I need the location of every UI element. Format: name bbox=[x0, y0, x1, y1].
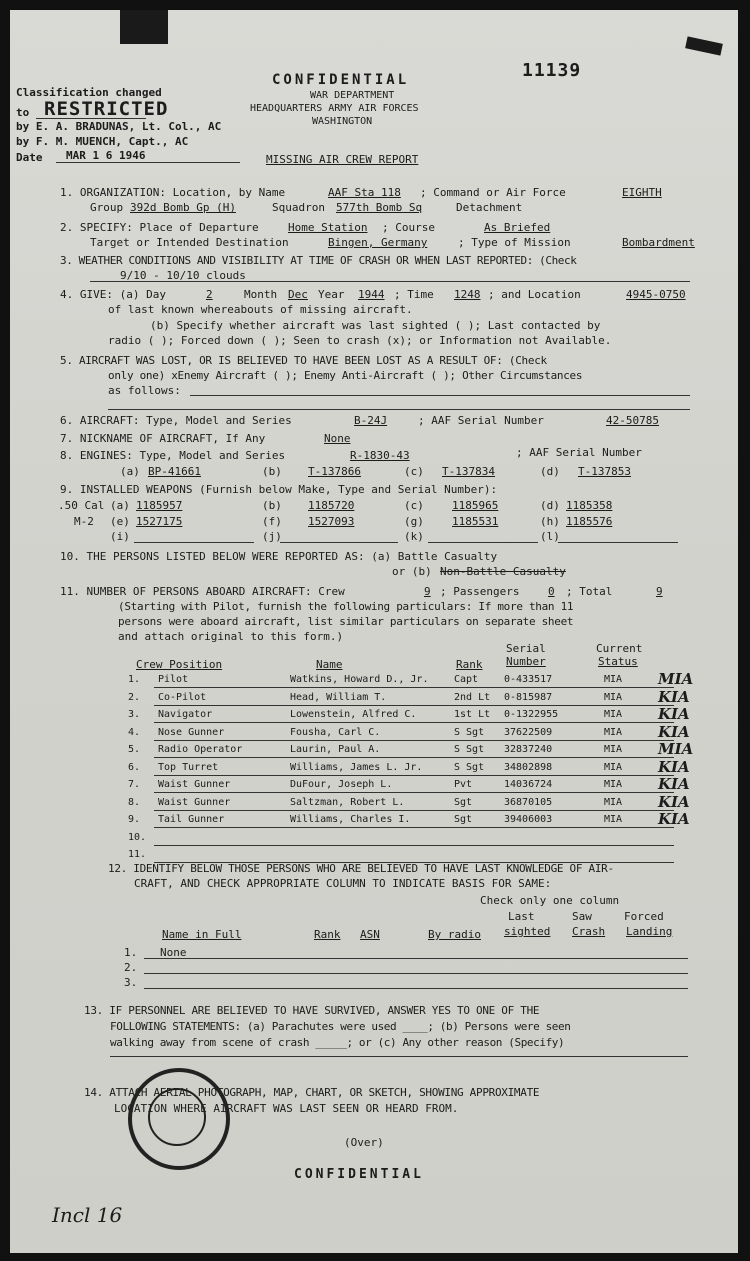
classification-changed: Classification changed bbox=[16, 86, 162, 99]
crew-position: Pilot bbox=[158, 674, 189, 685]
crew-rank-header: Rank bbox=[456, 658, 483, 671]
group: 392d Bomb Gp (H) bbox=[130, 201, 236, 214]
document-page: 11139 Classification changed to RESTRICTED by E. A. BRADUNAS, Lt. Col., AC by F. M. MUENCH, Capt., AC Date MAR 1 6 1946 CONFIDENTIAL WAR DEPARTMENT HEADQUARTERS ARMY AIR FORCES WASHINGTON MISSING AIR CREW REPORT 1. ORGANIZATION: Location, by Name AAF Sta 118 ; Command or Air Force EIGHTH Group 392d Bomb Gp (H) Squadron 577th Bomb Sq Detachment 2. SPECIFY: Place of Departure Home Station ; Course As Briefed Target or Intended Destination Bingen, Germany ; Type of Mission Bombardment 3. WEATHER CONDITIONS AND VISIBILITY AT TIME OF CRASH OR WHEN LAST REPORTED: (Check 9/10 - 10/10 clouds 4. GIVE: (a) Day 2 Month Dec Year 1944 ; Time 1248 ; and Location 4945-0750 of last known whereabouts of missing aircraft. (b) Specify whether aircraft was last sighted ( ); Last contacted by radio ( ); Forced down ( ); Seen to crash (x); or Information not Available. 5. AIRCRAFT WAS LOST, OR IS BELIEVED TO HAVE BEEN LOST AS A RESULT OF: (Check only one) xEnemy Aircraft ( ); Enemy Anti-Aircraft ( ); Other Circumstances as follows: 6. AIRCRAFT: Type, Model and Series B-24J ; AAF Serial Number 42-50785 7. NICKNAME OF AIRCRAFT, If Any None 8. ENGINES: Type, Model and Series R-1830-43 ; AAF Serial Number (a) BP-41661 (b) T-137866 (c) T-137834 (d) T-137853 9. INSTALLED WEAPONS (Furnish below Make, Type and Serial Number): .50 Cal M-2 (a) 1185957 (b) 1185720 (c) 1185965 (d) 1185358 (e) 1527175 (f) 1527093 (g) 1185531 (h) 1185576 (i) (j) (k) (l) 10. THE PERSONS LISTED BELOW WERE REPORTED AS: (a) Battle Casualty or (b) Non-Battle Casualty 11. NUMBER OF PERSONS ABOARD AIRCRAFT: Crew 9 ; Passengers 0 ; Total 9 (Starting with Pilot, furnish the following particulars: If more than 11 persons were aboard aircraft, list similar particulars on separate sheet and attach original to this form.) Serial Current Crew Position Name Rank Number Status 1. Pilot Watkins, Howard D., Jr. Capt 0-433517 MIA MIA 2. Co-Pilot Head, William T. 2nd Lt 0-815987 MIA KIA 3. Navigator Lowenstein, Alfred C. 1st Lt 0-1322955 MIA KIA 4. Nose Gunner Fousha, Carl C. S Sgt 37622509 MIA KIA 5. Radio Operator Laurin, Paul A. S Sgt 32837240 MIA MIA 6. Top Turret Williams, James L. Jr. S Sgt 34802898 MIA KIA 7. Waist Gunner DuFour, Joseph L. Pvt 14036724 MIA KIA 8. Waist Gunner Saltzman, Robert L. Sgt 36870105 MIA KIA 9. Tail Gunner Williams, Charles I. Sgt 39406003 MIA KIA 10. 11. 12. IDENTIFY BELOW THOSE PERSONS WHO ARE BELIEVED TO HAVE LAST KNOWLEDGE OF AIR- CRAFT, AND CHECK APPROPRIATE COLUMN TO INDICATE BASIS FOR SAME: Check only one column Last Saw Forced Name in Full Rank ASN By radio sighted Crash Landing 1. None 2. 3. 13. IF PERSONNEL ARE BELIEVED TO HAVE SURVIVED, ANSWER YES TO ONE OF THE FOLLOWING STATEMENTS: (a) Parachutes were used ____; (b) Persons were seen walking away from scene of crash _____; or (c) Any other reason (Specify) 14. ATTACH AERIAL PHOTOGRAPH, MAP, CHART, OR SKETCH, SHOWING APPROXIMATE LOCATION WHERE AIRCRAFT WAS LAST SEEN OR HEARD FROM. (Over) CONFIDENTIAL Incl 16 bbox=[10, 10, 738, 1253]
last-knowledge-none: None bbox=[160, 946, 187, 959]
crew-position: Nose Gunner bbox=[158, 726, 225, 738]
crew-row bbox=[108, 670, 708, 690]
crew-row bbox=[108, 740, 708, 760]
crew-position: Waist Gunner bbox=[158, 796, 231, 808]
crew-row bbox=[108, 705, 708, 725]
crew-position: Tail Gunner bbox=[158, 814, 225, 825]
squadron: 577th Bomb Sq bbox=[336, 201, 423, 214]
crew-row-number: 11. bbox=[128, 849, 147, 860]
item-11-label: 11. NUMBER OF PERSONS ABOARD AIRCRAFT: Crew bbox=[60, 585, 345, 598]
crew-row-empty bbox=[108, 832, 708, 848]
crew-status: MIA bbox=[604, 796, 623, 808]
crew-rank: S Sgt bbox=[454, 744, 485, 755]
item-1-label: 1. ORGANIZATION: Location, by Name bbox=[60, 186, 286, 199]
crew-status-handwritten: KIA bbox=[658, 722, 690, 741]
confidential-stamp-top: CONFIDENTIAL bbox=[272, 72, 410, 88]
crew-serial: 39406003 bbox=[504, 814, 553, 825]
crew-status-handwritten: MIA bbox=[658, 670, 694, 688]
item-5-label: 5. AIRCRAFT WAS LOST, OR IS BELIEVED TO HAVE BEEN LOST AS A RESULT OF: (Check bbox=[60, 354, 547, 367]
crew-row-number: 10. bbox=[128, 831, 147, 843]
crew-status-handwritten: KIA bbox=[658, 792, 690, 811]
crew-position: Navigator bbox=[158, 709, 213, 720]
crew-name: Lowenstein, Alfred C. bbox=[290, 709, 417, 720]
crew-serial: 14036724 bbox=[504, 779, 553, 790]
crew-serial: 37622509 bbox=[504, 726, 553, 738]
crew-row bbox=[108, 722, 708, 743]
location-coords: 4945-0750 bbox=[626, 288, 686, 301]
crew-rank: S Sgt bbox=[454, 761, 485, 773]
declassified-seal bbox=[128, 1068, 230, 1170]
crew-status: MIA bbox=[604, 709, 623, 720]
crew-position: Co-Pilot bbox=[158, 691, 207, 703]
crew-rank: Pvt bbox=[454, 779, 473, 790]
classification-by-2: by F. M. MUENCH, Capt., AC bbox=[16, 135, 189, 148]
classification-date-label: Date bbox=[16, 151, 43, 164]
engine-type: R-1830-43 bbox=[350, 449, 410, 462]
crew-rank: S Sgt bbox=[454, 726, 485, 738]
crew-serial: 0-815987 bbox=[504, 691, 553, 703]
crew-name: Fousha, Carl C. bbox=[290, 726, 381, 738]
crew-serial: 0-433517 bbox=[504, 674, 553, 685]
crew-row-number: 8. bbox=[128, 796, 141, 808]
item-9-label: 9. INSTALLED WEAPONS (Furnish below Make, Type and Serial Number): bbox=[60, 483, 498, 496]
crew-status-handwritten: MIA bbox=[658, 740, 694, 758]
station: AAF Sta 118 bbox=[328, 186, 401, 199]
crew-name: Williams, James L. Jr. bbox=[290, 761, 423, 773]
crew-status-handwritten: KIA bbox=[658, 705, 690, 723]
crew-rank: Sgt bbox=[454, 814, 473, 825]
aircraft-serial: 42-50785 bbox=[606, 414, 659, 427]
departure: Home Station bbox=[288, 221, 368, 234]
crew-status: MIA bbox=[604, 761, 623, 773]
crew-position: Waist Gunner bbox=[158, 779, 231, 790]
hq-aaf: HEADQUARTERS ARMY AIR FORCES bbox=[250, 103, 419, 114]
clip-mark bbox=[685, 36, 723, 55]
crew-name: Head, William T. bbox=[290, 691, 387, 703]
crew-name: Laurin, Paul A. bbox=[290, 744, 381, 755]
item-13-label: 13. IF PERSONNEL ARE BELIEVED TO HAVE SURVIVED, ANSWER YES TO ONE OF THE bbox=[84, 1004, 540, 1017]
crew-row bbox=[108, 775, 708, 795]
crew-status: MIA bbox=[604, 814, 623, 825]
command: EIGHTH bbox=[622, 186, 662, 199]
over-label: (Over) bbox=[344, 1136, 384, 1149]
crew-name: DuFour, Joseph L. bbox=[290, 779, 393, 790]
crew-rank: 1st Lt bbox=[454, 709, 491, 720]
crew-status: MIA bbox=[604, 744, 623, 755]
crew-status-handwritten: KIA bbox=[658, 687, 690, 706]
crew-name: Saltzman, Robert L. bbox=[290, 796, 405, 808]
crew-status-handwritten: KIA bbox=[658, 757, 690, 776]
crew-rank: Capt bbox=[454, 674, 479, 685]
nickname: None bbox=[324, 432, 351, 445]
item-10-label: 10. THE PERSONS LISTED BELOW WERE REPORTED AS: (a) Battle Casualty bbox=[60, 550, 498, 563]
washington: WASHINGTON bbox=[312, 116, 373, 127]
crew-status-handwritten: KIA bbox=[658, 810, 690, 828]
mission-type: Bombardment bbox=[622, 236, 695, 249]
crew-serial: 0-1322955 bbox=[504, 709, 559, 720]
item-8-label: 8. ENGINES: Type, Model and Series bbox=[60, 449, 286, 462]
document-number: 11139 bbox=[522, 60, 582, 81]
target: Bingen, Germany bbox=[328, 236, 428, 249]
crew-status-handwritten: KIA bbox=[658, 775, 690, 793]
course: As Briefed bbox=[484, 221, 551, 234]
item-7-label: 7. NICKNAME OF AIRCRAFT, If Any bbox=[60, 432, 266, 445]
crew-status: MIA bbox=[604, 691, 623, 703]
crew-row bbox=[108, 687, 708, 708]
handwritten-incl: Incl 16 bbox=[52, 1203, 123, 1227]
crew-name: Watkins, Howard D., Jr. bbox=[290, 674, 429, 685]
crew-status: MIA bbox=[604, 726, 623, 738]
classification-by-1: by E. A. BRADUNAS, Lt. Col., AC bbox=[16, 120, 222, 133]
item-14-label: 14. ATTACH AERIAL PHOTOGRAPH, MAP, CHART, OR SKETCH, SHOWING APPROXIMATE bbox=[84, 1086, 540, 1099]
crew-rank: Sgt bbox=[454, 796, 473, 808]
crew-row-number: 4. bbox=[128, 726, 141, 738]
crew-row-number: 9. bbox=[128, 814, 141, 825]
aircraft-type: B-24J bbox=[354, 414, 388, 427]
crew-position-header: Crew Position bbox=[136, 658, 223, 671]
weather: 9/10 - 10/10 clouds bbox=[120, 269, 246, 282]
crew-position: Top Turret bbox=[158, 761, 219, 773]
crew-row-number: 5. bbox=[128, 744, 141, 755]
crew-row bbox=[108, 810, 708, 830]
non-battle-casualty: Non-Battle Casualty bbox=[440, 565, 566, 578]
crew-serial: 32837240 bbox=[504, 744, 553, 755]
war-department: WAR DEPARTMENT bbox=[310, 90, 395, 101]
confidential-stamp-bottom: CONFIDENTIAL bbox=[294, 1167, 424, 1182]
crew-row-number: 2. bbox=[128, 691, 141, 703]
crew-serial: 36870105 bbox=[504, 796, 553, 808]
crew-position: Radio Operator bbox=[158, 744, 243, 755]
classification-to-label: to bbox=[16, 106, 30, 119]
crew-serial: 34802898 bbox=[504, 761, 553, 773]
crew-row-number: 1. bbox=[128, 674, 141, 685]
item-12-label: 12. IDENTIFY BELOW THOSE PERSONS WHO ARE BELIEVED TO HAVE LAST KNOWLEDGE OF AIR- bbox=[108, 862, 614, 875]
crew-row bbox=[108, 792, 708, 813]
crew-name-header: Name bbox=[316, 658, 343, 671]
page-title: MISSING AIR CREW REPORT bbox=[266, 153, 419, 166]
item-4-label: 4. GIVE: (a) Day bbox=[60, 288, 166, 301]
crew-row-number: 7. bbox=[128, 779, 141, 790]
crew-row-number: 3. bbox=[128, 709, 141, 720]
crew-status: MIA bbox=[604, 779, 623, 790]
crew-name: Williams, Charles I. bbox=[290, 814, 411, 825]
item-2-label: 2. SPECIFY: Place of Departure bbox=[60, 221, 259, 234]
crew-status: MIA bbox=[604, 674, 623, 685]
crew-row-number: 6. bbox=[128, 761, 141, 773]
crew-rank: 2nd Lt bbox=[454, 691, 491, 703]
classification-date: MAR 1 6 1946 bbox=[66, 149, 146, 162]
crew-row bbox=[108, 757, 708, 778]
tape-mark bbox=[120, 10, 168, 44]
restricted-stamp: RESTRICTED bbox=[44, 98, 169, 120]
item-6-label: 6. AIRCRAFT: Type, Model and Series bbox=[60, 414, 292, 427]
item-3-label: 3. WEATHER CONDITIONS AND VISIBILITY AT TIME OF CRASH OR WHEN LAST REPORTED: (Check bbox=[60, 254, 577, 267]
